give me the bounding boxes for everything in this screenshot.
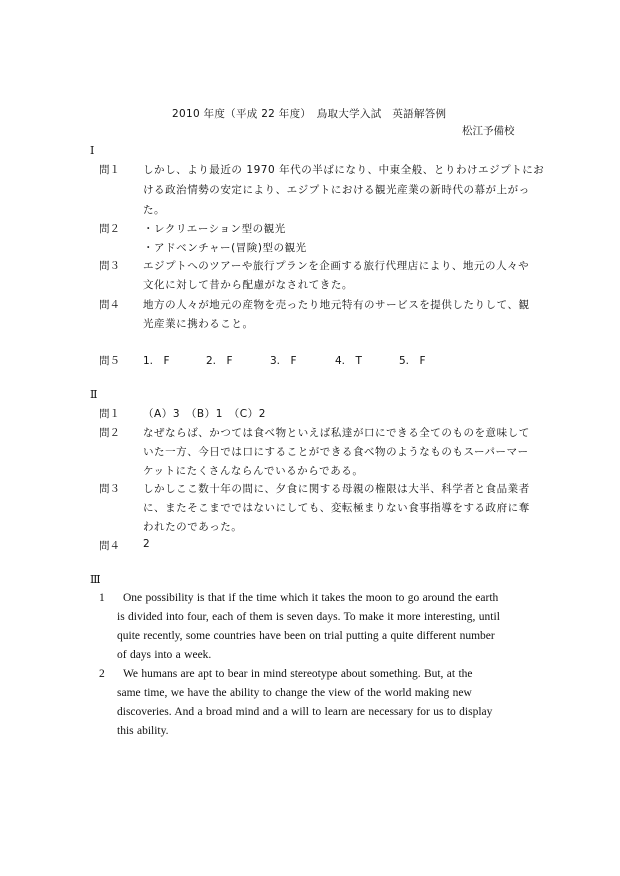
s1-q4-line-2: 光産業に携わること。 [143, 318, 254, 330]
s3-a2-line-1: We humans are apt to bear in mind stereotype about something. But, at the [123, 668, 473, 680]
s1-q4-label: 問４ [99, 299, 120, 311]
s1-q3-line-2: 文化に対して昔から配慮がなされてきた。 [143, 279, 353, 291]
s1-q1-line-2: ける政治情勢の安定により、エジプトにおける観光産業の新時代の幕が上がっ [143, 184, 530, 196]
s1-q2-line-1: ・レクリエーション型の観光 [143, 223, 286, 235]
s1-q2-line-2: ・アドベンチャー(冒険)型の観光 [143, 242, 307, 254]
section-1-numeral: Ⅰ [90, 144, 95, 157]
s1-q2-label: 問２ [99, 223, 120, 235]
s1-q1-line-1: しかし、より最近の 1970 年代の半ばになり、中東全般、とりわけエジプトにお [143, 164, 545, 176]
s1-q1-label: 問１ [99, 164, 120, 176]
section-3-numeral: Ⅲ [90, 573, 101, 586]
s1-q4-line-1: 地方の人々が地元の産物を売ったり地元特有のサービスを提供したりして、観 [143, 299, 530, 311]
s1-q1-line-3: た。 [143, 204, 166, 216]
s1-q5-label: 問５ [99, 355, 120, 367]
s1-q5-answer-1: 1. F [143, 355, 170, 367]
s3-a2-line-2: same time, we have the ability to change the view of the world making new [117, 687, 472, 699]
s2-q1-label: 問１ [99, 408, 120, 420]
s2-q2-label: 問２ [99, 427, 120, 439]
s1-q5-answer-2: 2. F [206, 355, 233, 367]
s1-q5-answer-3: 3. F [270, 355, 297, 367]
s2-q3-line-2: に、またそこまでではないにしても、変転極まりない食事指導をする政府に奪 [143, 502, 530, 514]
s2-q2-line-1: なぜならば、かつては食べ物といえば私達が口にできる全てのものを意味して [143, 427, 530, 439]
s2-q4-answer: 2 [143, 538, 151, 550]
s2-q2-line-2: いた一方、今日では口にすることができる食べ物のようなものもスーパーマー [143, 446, 529, 458]
s1-q3-line-1: エジプトへのツアーや旅行プランを企画する旅行代理店により、地元の人々や [143, 260, 530, 272]
s3-a1-line-2: is divided into four, each of them is seven days. To make it more interesting, until [117, 611, 500, 623]
s3-a1-line-1: One possibility is that if the time which it takes the moon to go around the earth [123, 592, 499, 604]
s1-q5-answer-4: 4. T [335, 355, 362, 367]
s3-a1-line-4: of days into a week. [117, 649, 212, 661]
s3-a1-line-3: quite recently, some countries have been on trial putting a quite different number [117, 630, 495, 642]
s2-q2-line-3: ケットにたくさんならんでいるからである。 [143, 465, 364, 477]
s1-q5-answer-5: 5. F [399, 355, 426, 367]
s3-a2-label: 2 [99, 668, 105, 680]
s3-a2-line-3: discoveries. And a broad mind and a will to learn are necessary for us to display [117, 706, 493, 718]
s2-q3-label: 問３ [99, 483, 120, 495]
s2-q3-line-1: しかしここ数十年の間に、夕食に関する母親の権限は大半、科学者と食品業者 [143, 483, 530, 495]
section-2-numeral: Ⅱ [90, 388, 98, 401]
s3-a2-line-4: this ability. [117, 725, 169, 737]
school-name: 松江予備校 [462, 125, 515, 137]
s1-q3-label: 問３ [99, 260, 120, 272]
s3-a1-label: 1 [99, 592, 105, 604]
document-title: 2010 年度（平成 22 年度） 鳥取大学入試 英語解答例 [172, 108, 447, 120]
s2-q1-answer: （A）3 （B）1 （C）2 [143, 408, 266, 420]
s2-q3-line-3: われたのであった。 [143, 521, 243, 533]
s2-q4-label: 問４ [99, 540, 120, 552]
